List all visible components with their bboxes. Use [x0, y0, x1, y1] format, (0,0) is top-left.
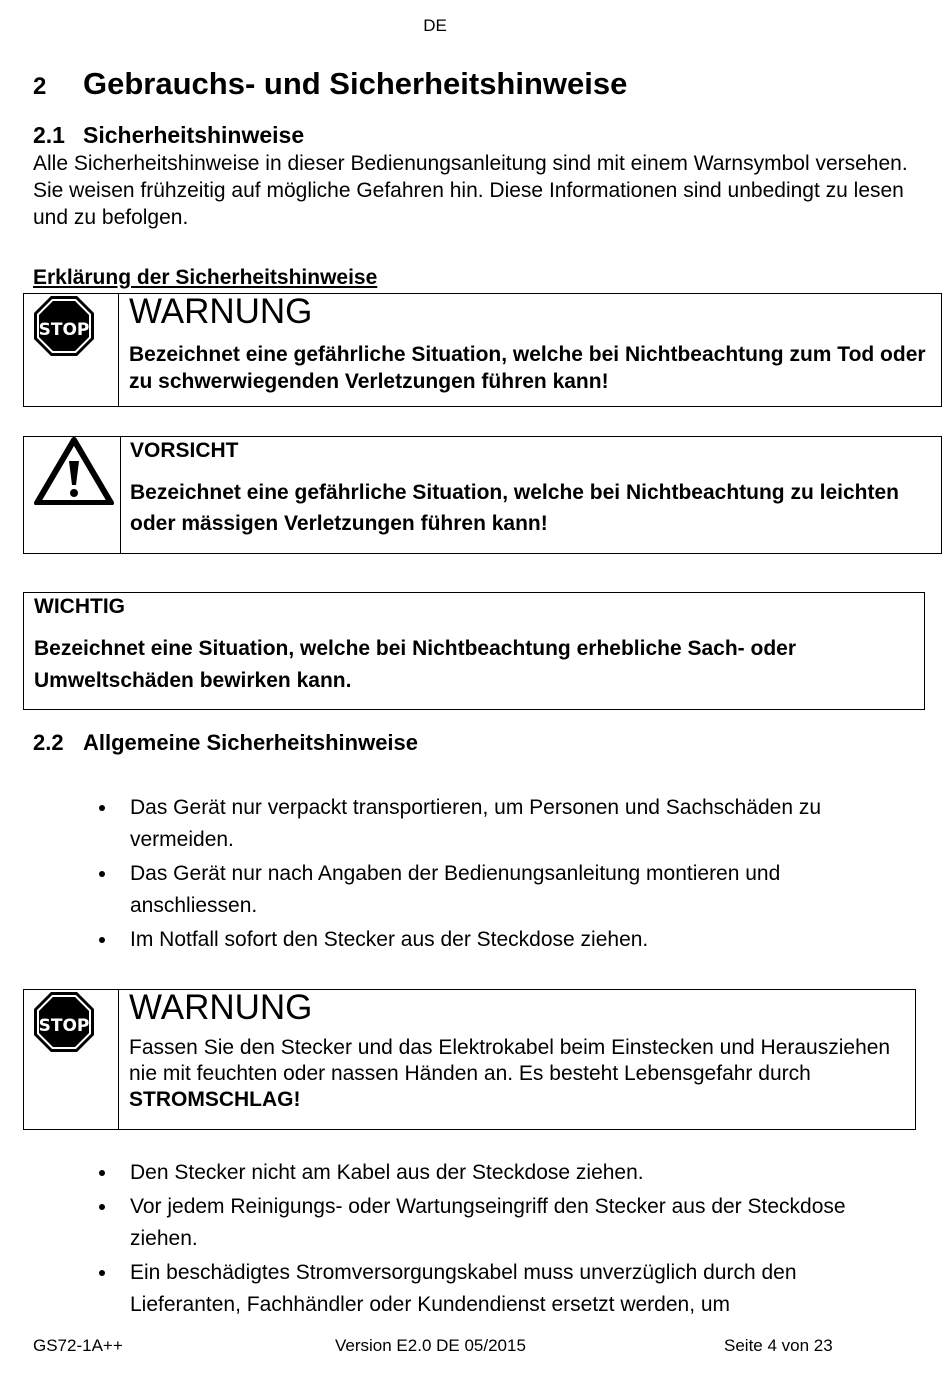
list-item: Das Gerät nur verpackt transportieren, um Personen und Sachschäden zu vermeiden.	[33, 792, 913, 856]
list-item: Das Gerät nur nach Angaben der Bedienungsanleitung montieren und anschliessen.	[33, 858, 913, 922]
footer-version: Version E2.0 DE 05/2015	[335, 1336, 526, 1355]
warning-triangle-icon	[34, 437, 114, 505]
subsection-2-heading	[33, 730, 418, 756]
warning-2-text: Fassen Sie den Stecker und das Elektrokabel beim Einstecken und Herausziehen nie mit feuchten oder nassen Händen an. Es besteht Lebensgefahr durch STROMSCHLAG!	[129, 1036, 891, 1111]
warning-box-2	[23, 989, 916, 1130]
stop-sign-icon	[33, 295, 95, 357]
warning-2-title: WARNUNG	[129, 988, 313, 1027]
list-item: Vor jedem Reinigungs- oder Wartungseingriff den Stecker aus der Steckdose ziehen.	[33, 1191, 913, 1255]
list-item: Im Notfall sofort den Stecker aus der Steckdose ziehen.	[33, 924, 913, 956]
explanation-heading: Erklärung der Sicherheitshinweise	[33, 266, 378, 289]
important-box	[23, 592, 925, 710]
stop-sign-icon	[33, 991, 95, 1053]
warning-text: Bezeichnet eine gefährliche Situation, welche bei Nichtbeachtung zum Tod oder zu schwerwiegenden Verletzungen führen kann!	[129, 343, 926, 393]
section-title: Gebrauchs- und Sicherheitshinweise	[83, 66, 628, 101]
intro-paragraph: Alle Sicherheitshinweise in dieser Bedienungsanleitung sind mit einem Warnsymbol versehen. Sie weisen frühzeitig auf mögliche Gefahren hin. Diese Informationen sind unbedingt zu lesen und zu befolgen.	[33, 152, 908, 229]
warning-title: WARNUNG	[129, 292, 313, 331]
subsection-1-title: Sicherheitshinweise	[83, 122, 305, 148]
list-item: Ein beschädigtes Stromversorgungskabel muss unverzüglich durch den Lieferanten, Fachhändler oder Kundendienst ersetzt werden, um	[33, 1257, 913, 1321]
section-number: 2	[33, 73, 47, 100]
section-heading	[33, 66, 627, 102]
important-text: Bezeichnet eine Situation, welche bei Nichtbeachtung erhebliche Sach- oder Umweltschäden bewirken kann.	[34, 637, 796, 692]
svg-text:STOP: STOP	[38, 320, 90, 340]
bullet-icon	[99, 1204, 105, 1210]
bullet-icon	[99, 937, 105, 943]
important-title: WICHTIG	[34, 595, 125, 618]
warning-icon-cell-2	[24, 990, 118, 1129]
caution-icon-cell	[24, 437, 121, 553]
svg-text:STOP: STOP	[38, 1016, 90, 1036]
warning-2-emphasis: STROMSCHLAG!	[129, 1088, 301, 1111]
bullet-icon	[99, 805, 105, 811]
bullet-icon	[99, 871, 105, 877]
bullet-icon	[99, 1170, 105, 1176]
subsection-1-heading	[33, 122, 304, 149]
warning-icon-cell	[24, 294, 119, 406]
list-item: Den Stecker nicht am Kabel aus der Steckdose ziehen.	[33, 1157, 913, 1189]
caution-title: VORSICHT	[130, 439, 239, 462]
warning-box-2-divider	[118, 990, 119, 1129]
bullet-list-2	[33, 1157, 913, 1323]
bullet-icon	[99, 1270, 105, 1276]
subsection-2-number: 2.2	[33, 730, 64, 755]
bullet-list-1	[33, 792, 913, 958]
subsection-2-title: Allgemeine Sicherheitshinweise	[83, 730, 419, 755]
warning-box	[23, 293, 942, 407]
caution-text: Bezeichnet eine gefährliche Situation, welche bei Nichtbeachtung zu leichten oder mässigen Verletzungen führen kann!	[130, 481, 899, 535]
page-language-label: DE	[423, 16, 447, 35]
subsection-1-number: 2.1	[33, 122, 65, 148]
caution-box	[23, 436, 942, 554]
footer-page: Seite 4 von 23	[724, 1336, 833, 1355]
footer-model: GS72-1A++	[33, 1336, 123, 1355]
